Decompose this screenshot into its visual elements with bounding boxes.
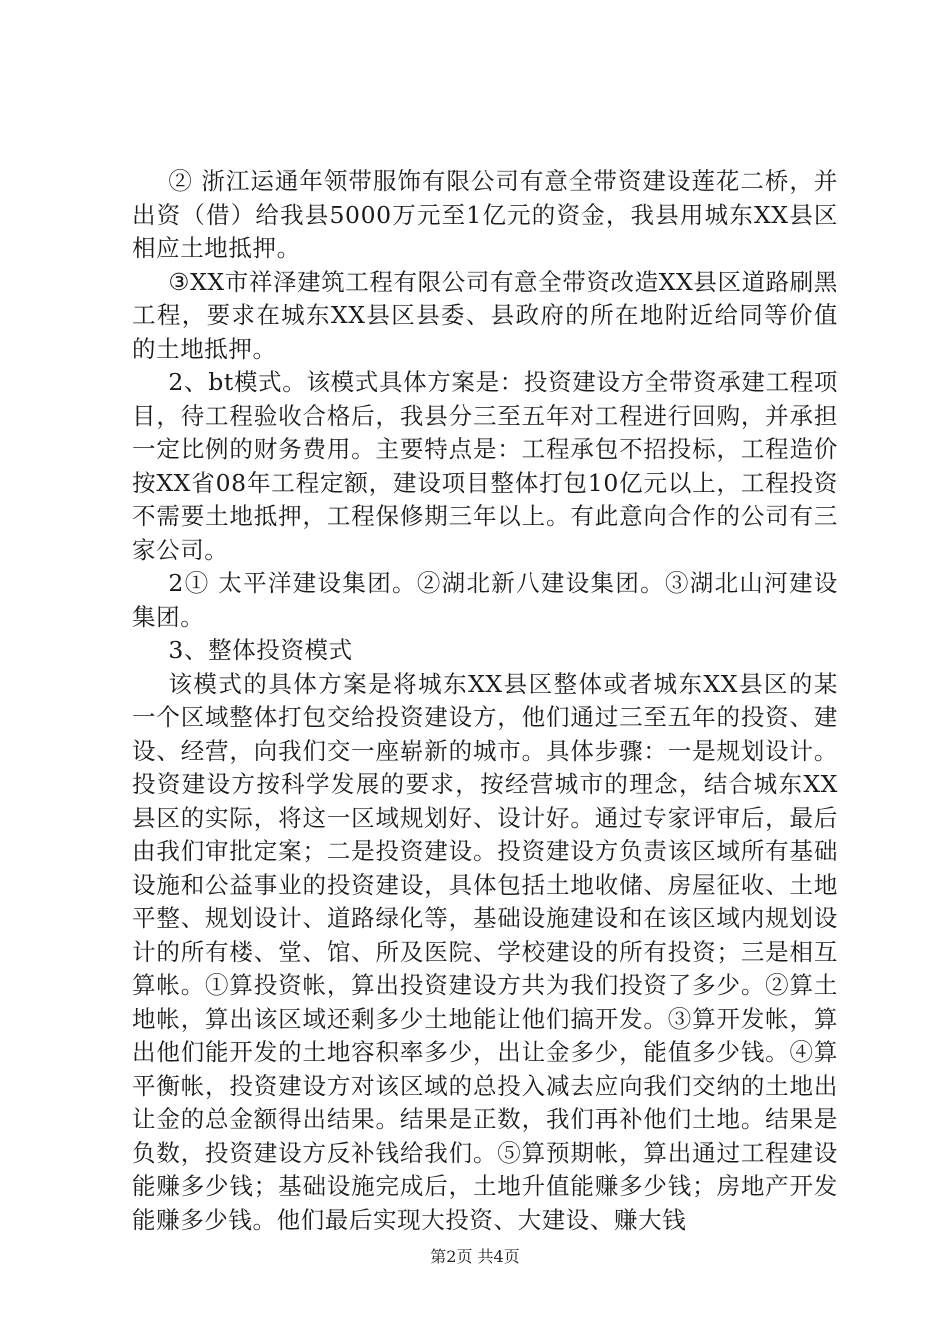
paragraph-bt-companies: 2① 太平洋建设集团。②湖北新八建设集团。③湖北山河建设集团。: [132, 569, 838, 631]
section-heading-overall-investment: 3、整体投资模式: [168, 636, 353, 664]
paragraph-lianhua-bridge: ② 浙江运通年领带服饰有限公司有意全带资建设莲花二桥，并出资（借）给我县5000万元至1亿元的资金，我县用城东XX县区相应土地抵押。: [132, 167, 838, 262]
document-body: [132, 165, 838, 1237]
paragraph-xiangze-road: ③XX市祥泽建筑工程有限公司有意全带资改造XX县区道路刷黑工程，要求在城东XX县区县委、县政府的所在地附近给同等价值的土地抵押。: [132, 267, 838, 363]
paragraph-bt-mode: 2、bt模式。该模式具体方案是：投资建设方全带资承建工程项目，待工程验收合格后，我县分三至五年对工程进行回购，并承担一定比例的财务费用。主要特点是：工程承包不招投标，工程造价按XX省08年工程定额，建设项目整体打包10亿元以上，工程投资不需要土地抵押，工程保修期三年以上。有此意向合作的公司有三家公司。: [132, 368, 838, 564]
page-footer: 第2页 共4页: [430, 1247, 520, 1266]
paragraph-overall-investment: 该模式的具体方案是将城东XX县区整体或者城东XX县区的某一个区域整体打包交给投资建设方，他们通过三至五年的投资、建设、经营，向我们交一座崭新的城市。具体步骤：一是规划设计。投资建设方按科学发展的要求，按经营城市的理念，结合城东XX县区的实际，将这一区域规划好、设计好。通过专家评审后，最后由我们审批定案；二是投资建设。投资建设方负责该区域所有基础设施和公益事业的投资建设，具体包括土地收储、房屋征收、土地平整、规划设计、道路绿化等，基础设施建设和在该区域内规划设计的所有楼、堂、馆、所及医院、学校建设的所有投资；三是相互算帐。①算投资帐，算出投资建设方共为我们投资了多少。②算土地帐，算出该区域还剩多少土地能让他们搞开发。③算开发帐，算出他们能开发的土地容积率多少，出让金多少，能值多少钱。④算平衡帐，投资建设方对该区域的总投入减去应向我们交纳的土地出让金的总金额得出结果。结果是正数，我们再补他们土地。结果是负数，投资建设方反补钱给我们。⑤算预期帐，算出通过工程建设能赚多少钱；基础设施完成后，土地升值能赚多少钱；房地产开发能赚多少钱。他们最后实现大投资、大建设、赚大钱: [132, 669, 838, 1234]
